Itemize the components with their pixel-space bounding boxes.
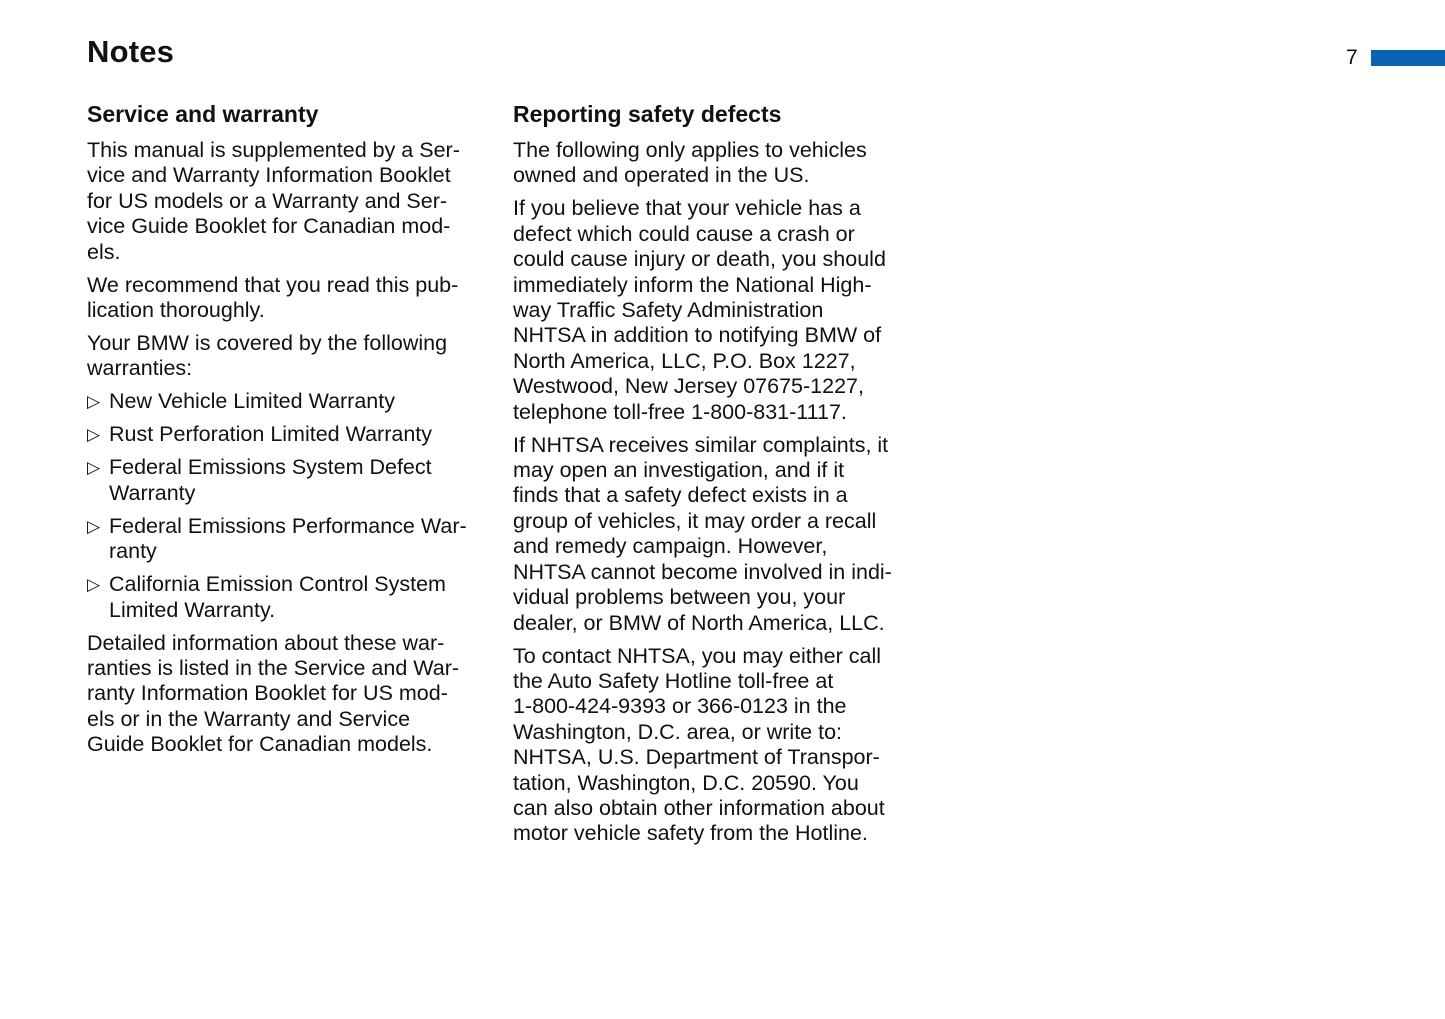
list-item — [87, 455, 497, 506]
paragraph: Your BMW is covered by the following warranties: — [87, 331, 448, 381]
page-tab-marker — [1371, 50, 1445, 66]
safety-defects-section — [513, 98, 928, 854]
list-item — [87, 572, 497, 623]
triangle-right-icon: ▷ — [87, 516, 101, 536]
section-heading: Reporting safety defects — [513, 101, 782, 127]
paragraph: This manual is supplemented by a Ser- vice and Warranty Information Booklet for US models or a Warranty and Ser- vice Guide Booklet for Canadian mod- els. — [87, 138, 460, 264]
section-heading: Service and warranty — [87, 101, 319, 127]
triangle-right-icon: ▷ — [87, 575, 101, 595]
triangle-right-icon: ▷ — [87, 392, 101, 412]
list-item-text: Federal Emissions System Defect Warranty — [109, 455, 432, 505]
list-item-text: New Vehicle Limited Warranty — [109, 389, 395, 414]
paragraph: Detailed information about these war- ranties is listed in the Service and War- ranty Information Booklet for US mod- els or in the Warranty and Service Guide Booklet for Canadian models. — [87, 630, 460, 757]
list-item — [87, 389, 497, 414]
list-item-text: Federal Emissions Performance War- ranty — [109, 513, 467, 564]
list-item — [87, 514, 497, 565]
paragraph: If you believe that your vehicle has a defect which could cause a crash or could cause injury or death, you should immediately inform the National High- way Traffic Safety Administration NHTSA in addition to notifying BMW of North America, LLC, P.O. Box 1227, Westwood, New Jersey 07675-1227, telephone toll-free 1-800-831-1117. — [513, 196, 886, 424]
list-item — [87, 422, 497, 447]
triangle-right-icon: ▷ — [87, 425, 101, 445]
service-warranty-section — [87, 98, 497, 765]
list-item-text: California Emission Control System Limited Warranty. — [109, 572, 446, 622]
paragraph: The following only applies to vehicles owned and operated in the US. — [513, 138, 867, 188]
warranty-list — [87, 389, 497, 623]
paragraph: To contact NHTSA, you may either call the Auto Safety Hotline toll-free at 1-800-424-9393 or 366-0123 in the Washington, D.C. area, or write to: NHTSA, U.S. Department of Transpor- tation, Washington, D.C. 20590. You can also obtain other information about motor vehicle safety from the Hotline. — [513, 643, 885, 846]
list-item-text: Rust Perforation Limited Warranty — [109, 422, 433, 447]
triangle-right-icon: ▷ — [87, 458, 101, 478]
paragraph: We recommend that you read this pub- lication thoroughly. — [87, 272, 459, 323]
page-number: 7 — [1346, 46, 1358, 69]
paragraph: If NHTSA receives similar complaints, it may open an investigation, and if it finds that a safety defect exists in a group of vehicles, it may order a recall and remedy campaign. However, NHTSA cannot become involved in indi- vidual problems between you, your dealer, or BMW of North America, LLC. — [513, 432, 892, 635]
page-title: Notes — [87, 34, 175, 69]
